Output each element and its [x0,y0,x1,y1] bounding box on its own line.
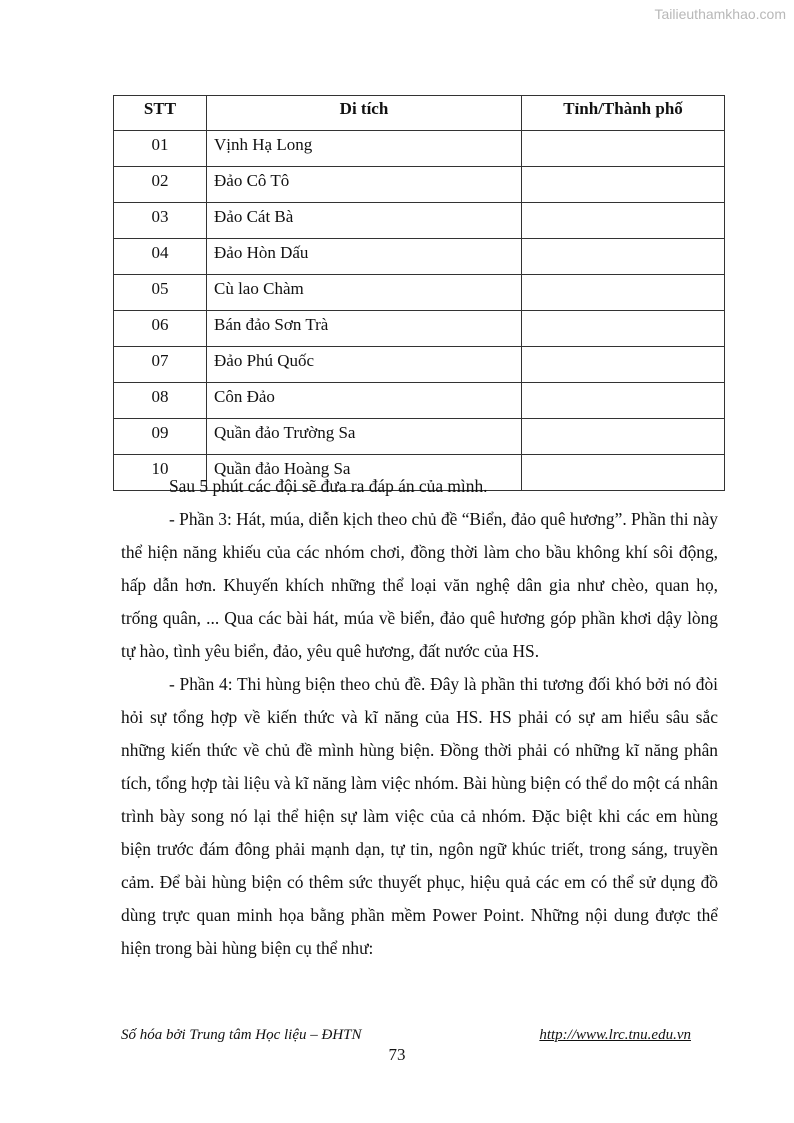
cell-site: Quần đảo Hoàng Sa [207,455,522,491]
cell-stt: 03 [114,203,207,239]
cell-site: Cù lao Chàm [207,275,522,311]
watermark: Tailieuthamkhao.com [654,6,786,22]
cell-site: Đảo Hòn Dấu [207,239,522,275]
cell-stt: 01 [114,131,207,167]
header-stt: STT [114,96,207,131]
table-row [114,239,725,275]
cell-stt: 05 [114,275,207,311]
table-row [114,275,725,311]
heritage-table [113,95,725,491]
cell-site: Bán đảo Sơn Trà [207,311,522,347]
cell-stt: 02 [114,167,207,203]
cell-site: Vịnh Hạ Long [207,131,522,167]
table-row [114,311,725,347]
cell-site: Quần đảo Trường Sa [207,419,522,455]
table-row [114,419,725,455]
cell-province [522,419,725,455]
paragraph-part-4: - Phần 4: Thi hùng biện theo chủ đề. Đây là phần thi tương đối khó bởi nó đòi hỏi sự tổng hợp về kiến thức và kĩ năng của HS. HS phải có sự am hiểu sâu sắc những kiến thức về chủ đề mình hùng biện. Đồng thời phải có những kĩ năng phân tích, tổng hợp tài liệu và kĩ năng làm việc nhóm. Bài hùng biện có thể do một cá nhân trình bày song nó lại thể hiện sự làm việc của cả nhóm. Đặc biệt khi các em hùng biện trước đám đông phải mạnh dạn, tự tin, ngôn ngữ khúc triết, trong sáng, truyền cảm. Để bài hùng biện có thêm sức thuyết phục, hiệu quả các em có thể sử dụng đồ dùng trực quan minh họa bằng phần mềm Power Point. Những nội dung được thể hiện trong bài hùng biện cụ thể như: [121,674,718,958]
paragraph-intro: Sau 5 phút các đội sẽ đưa ra đáp án của mình. [169,476,488,496]
table-row [114,203,725,239]
body-text [121,470,718,965]
cell-stt: 09 [114,419,207,455]
cell-stt: 08 [114,383,207,419]
cell-province [522,347,725,383]
cell-province [522,275,725,311]
footer-url-link[interactable]: http://www.lrc.tnu.edu.vn [539,1027,691,1043]
table-row [114,131,725,167]
header-province: Tỉnh/Thành phố [522,96,725,131]
cell-site: Đảo Cô Tô [207,167,522,203]
cell-site: Côn Đảo [207,383,522,419]
cell-site: Đảo Phú Quốc [207,347,522,383]
table-row [114,383,725,419]
cell-province [522,311,725,347]
cell-stt: 10 [114,455,207,491]
header-site: Di tích [207,96,522,131]
cell-stt: 06 [114,311,207,347]
cell-province [522,383,725,419]
paragraph-part-3: - Phần 3: Hát, múa, diễn kịch theo chủ đề “Biển, đảo quê hương”. Phần thi này thể hiện năng khiếu của các nhóm chơi, đồng thời làm cho bầu không khí sôi động, hấp dẫn hơn. Khuyến khích những thể loại văn nghệ dân gia như chèo, quan họ, trống quân, ... Qua các bài hát, múa về biển, đảo quê hương góp phần khơi dậy lòng tự hào, tình yêu biển, đảo, yêu quê hương, đất nước của HS. [121,509,718,661]
footer-credit: Số hóa bởi Trung tâm Học liệu – ĐHTN [121,1027,362,1043]
table-header-row [114,96,725,131]
cell-stt: 04 [114,239,207,275]
table-row [114,167,725,203]
cell-province [522,167,725,203]
cell-province [522,239,725,275]
cell-province [522,131,725,167]
cell-site: Đảo Cát Bà [207,203,522,239]
table-row [114,347,725,383]
cell-province [522,203,725,239]
cell-stt: 07 [114,347,207,383]
page-number: 73 [388,1045,406,1064]
